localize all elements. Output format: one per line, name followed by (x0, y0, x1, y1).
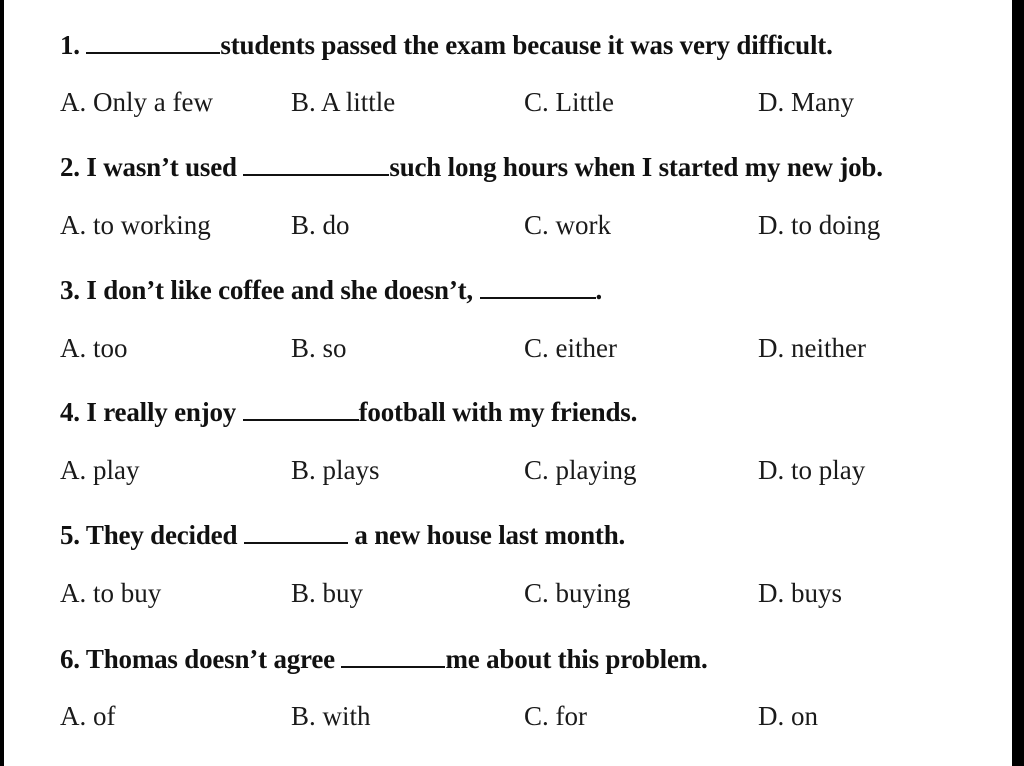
question-3 (60, 275, 602, 304)
question-text: me about this problem. (445, 644, 708, 674)
option-b: B. so (291, 333, 347, 363)
answer-blank (244, 520, 348, 544)
option-d: D. buys (758, 578, 843, 608)
answer-blank (341, 644, 445, 668)
option-d: D. Many (758, 87, 854, 117)
answer-blank (243, 152, 389, 176)
option-a: A. too (60, 333, 128, 363)
answer-blank (86, 30, 220, 54)
question-text: 6. Thomas doesn’t agree (60, 644, 342, 674)
question-text: 5. They decided (60, 520, 244, 550)
option-d: D. to doing (758, 210, 881, 240)
question-text: 4. I really enjoy (60, 397, 243, 427)
option-b: B. with (291, 701, 371, 731)
option-b: B. plays (291, 455, 380, 485)
question-text: football with my friends. (358, 397, 638, 427)
option-b: B. do (291, 210, 350, 240)
option-d: D. to play (758, 455, 866, 485)
question-4 (60, 397, 637, 426)
option-a: A. Only a few (60, 87, 213, 117)
option-a: A. to working (60, 210, 211, 240)
question-text: 2. I wasn’t used (60, 152, 244, 182)
option-b: B. A little (291, 87, 396, 117)
question-1 (60, 30, 833, 59)
question-5 (60, 520, 625, 549)
question-text: a new house last month. (347, 520, 626, 550)
answer-blank (243, 397, 359, 421)
option-c: C. Little (524, 87, 614, 117)
worksheet-page (4, 0, 1012, 766)
option-b: B. buy (291, 578, 364, 608)
option-c: C. for (524, 701, 587, 731)
option-c: C. buying (524, 578, 631, 608)
option-c: C. playing (524, 455, 637, 485)
question-text: 1. (60, 30, 87, 60)
option-a: A. play (60, 455, 140, 485)
option-d: D. on (758, 701, 818, 731)
answer-blank (480, 275, 596, 299)
question-text: . (595, 275, 603, 305)
question-6 (60, 644, 708, 673)
question-text: students passed the exam because it was very difficult. (220, 30, 833, 60)
option-d: D. neither (758, 333, 866, 363)
option-c: C. work (524, 210, 611, 240)
option-c: C. either (524, 333, 617, 363)
option-a: A. of (60, 701, 116, 731)
question-2 (60, 152, 883, 181)
question-text: such long hours when I started my new job. (389, 152, 883, 182)
question-text: 3. I don’t like coffee and she doesn’t, (60, 275, 480, 305)
option-a: A. to buy (60, 578, 162, 608)
